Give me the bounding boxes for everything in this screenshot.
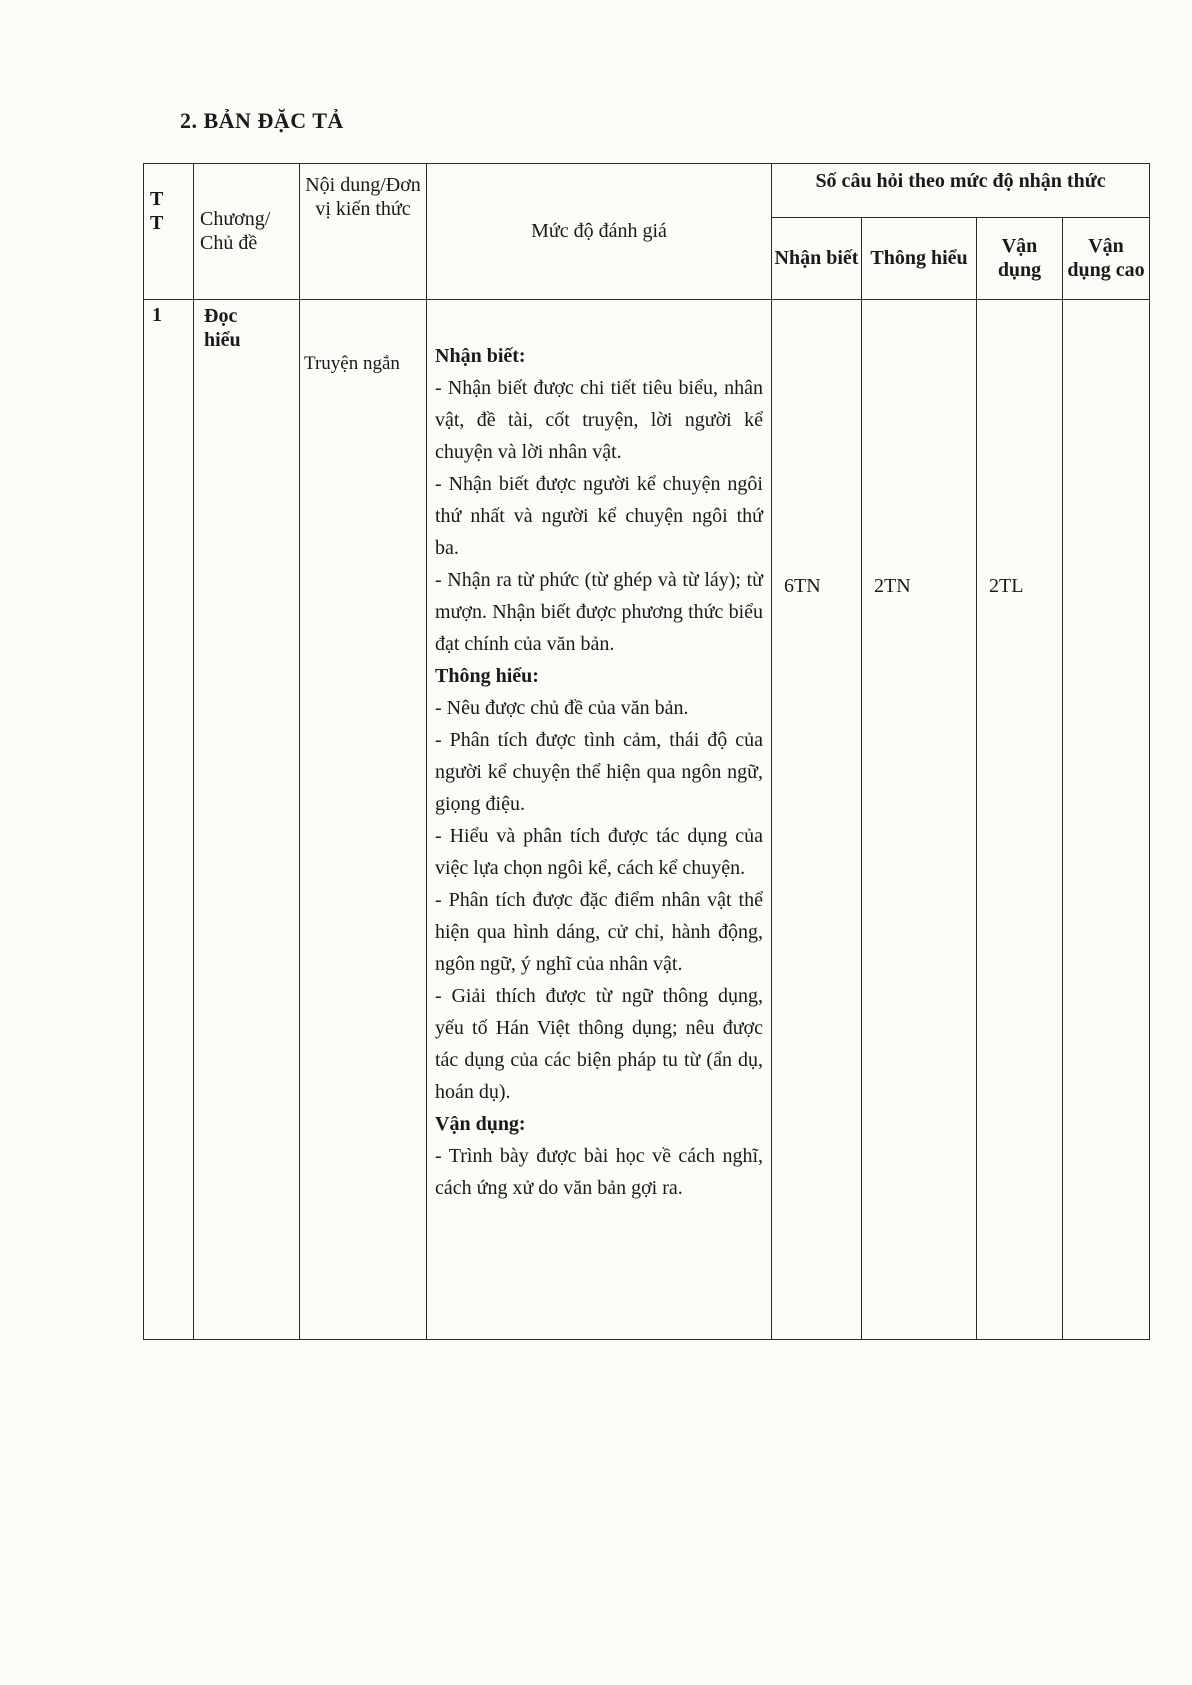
- header-chuong: Chương/ Chủ đề: [194, 164, 300, 300]
- header-nhanbiet: Nhận biết: [772, 218, 862, 300]
- value-thonghieu: 2TN: [862, 300, 977, 1340]
- header-thonghieu: Thông hiểu: [862, 218, 977, 300]
- header-vandung: Vận dụng: [977, 218, 1063, 300]
- level-item: - Phân tích được tình cảm, thái độ của người kể chuyện thể hiện qua ngôn ngữ, giọng điệu.: [435, 729, 763, 815]
- header-group: Số câu hỏi theo mức độ nhận thức: [772, 164, 1150, 218]
- row-noidung: Truyện ngắn: [300, 300, 427, 1340]
- level-title: Vận dụng:: [435, 1113, 526, 1135]
- value-vandung: 2TL: [977, 300, 1063, 1340]
- level-item: - Nhận ra từ phức (từ ghép và từ láy); từ mượn. Nhận biết được phương thức biểu đạt chính của văn bản.: [435, 569, 763, 655]
- row-chuong: Đọc hiểu: [194, 300, 300, 1340]
- row-number: 1: [144, 300, 194, 1340]
- value-nhanbiet: 6TN: [772, 300, 862, 1340]
- level-item: - Nêu được chủ đề của văn bản.: [435, 697, 689, 719]
- level-item: - Phân tích được đặc điểm nhân vật thể hiện qua hình dáng, cử chỉ, hành động, ngôn ngữ, ý nghĩ của nhân vật.: [435, 889, 763, 975]
- level-title: Nhận biết:: [435, 345, 526, 367]
- row-mucdo: [427, 300, 772, 1340]
- level-item: - Giải thích được từ ngữ thông dụng, yếu tố Hán Việt thông dụng; nêu được tác dụng của các biện pháp tu từ (ẩn dụ, hoán dụ).: [435, 985, 763, 1103]
- header-row-1: [144, 164, 1150, 218]
- section-heading: 2. BẢN ĐẶC TẢ: [180, 108, 344, 133]
- header-noidung: Nội dung/Đơn vị kiến thức: [300, 164, 427, 300]
- specification-table: [143, 163, 1150, 1340]
- level-item: - Nhận biết được người kể chuyện ngôi thứ nhất và người kể chuyện ngôi thứ ba.: [435, 473, 763, 559]
- level-item: - Nhận biết được chi tiết tiêu biểu, nhân vật, đề tài, cốt truyện, lời người kể chuyện và lời nhân vật.: [435, 377, 763, 463]
- table-row: [144, 300, 1150, 1340]
- level-title: Thông hiểu:: [435, 665, 539, 687]
- header-vandungcao: Vận dụng cao: [1063, 218, 1150, 300]
- header-tt: T T: [144, 164, 194, 300]
- value-vandungcao: [1063, 300, 1150, 1340]
- header-mucdo: Mức độ đánh giá: [427, 164, 772, 300]
- level-item: - Trình bày được bài học về cách nghĩ, cách ứng xử do văn bản gợi ra.: [435, 1145, 763, 1199]
- level-item: - Hiểu và phân tích được tác dụng của việc lựa chọn ngôi kể, cách kể chuyện.: [435, 825, 763, 879]
